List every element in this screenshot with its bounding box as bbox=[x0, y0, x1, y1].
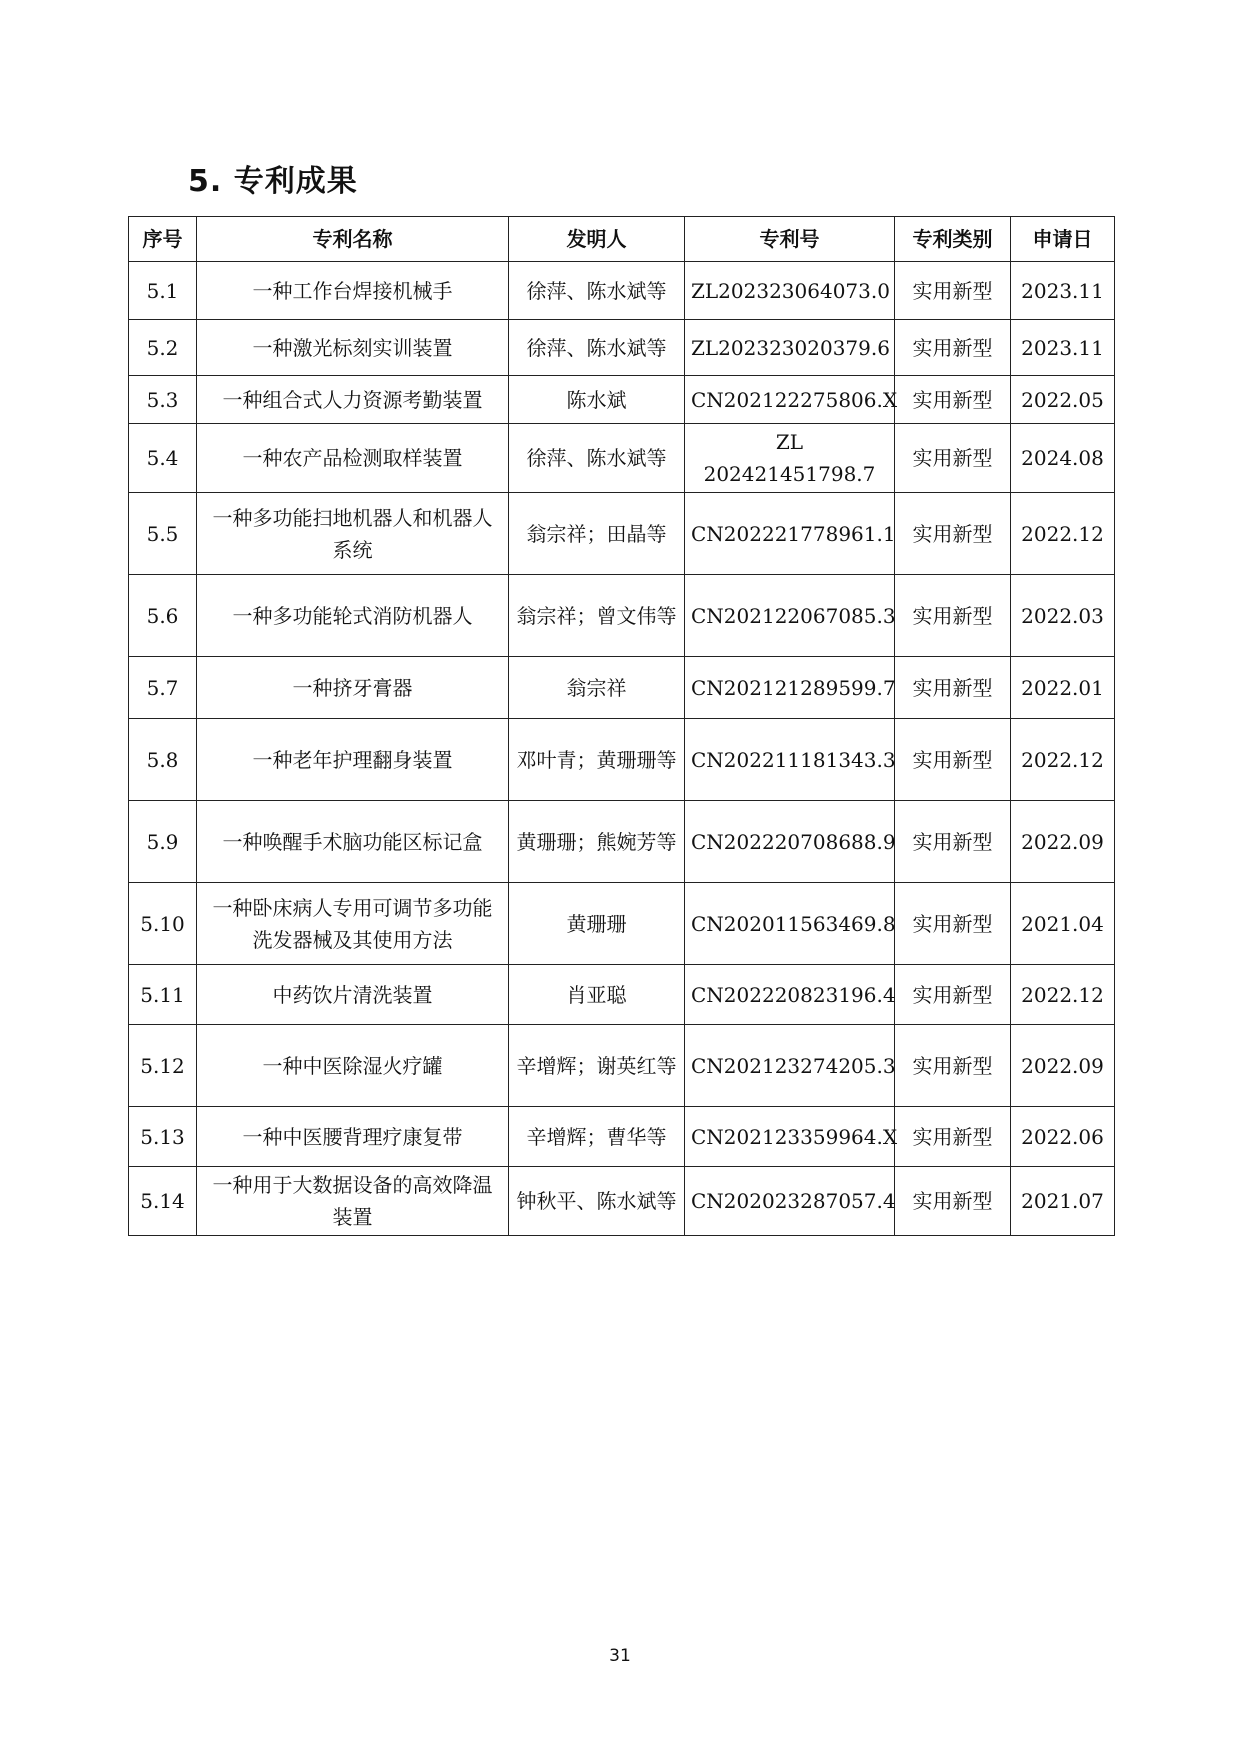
cell-name: 一种唤醒手术脑功能区标记盒 bbox=[197, 801, 509, 883]
cell-category: 实用新型 bbox=[895, 965, 1011, 1025]
cell-category: 实用新型 bbox=[895, 883, 1011, 965]
table-row bbox=[129, 1107, 1115, 1167]
cell-date: 2024.08 bbox=[1011, 424, 1115, 493]
cell-date: 2022.09 bbox=[1011, 1025, 1115, 1107]
cell-seq: 5.8 bbox=[129, 719, 197, 801]
cell-date: 2022.06 bbox=[1011, 1107, 1115, 1167]
cell-name: 一种工作台焊接机械手 bbox=[197, 262, 509, 320]
cell-date: 2022.12 bbox=[1011, 493, 1115, 575]
cell-name: 一种组合式人力资源考勤装置 bbox=[197, 376, 509, 424]
cell-patent-no: CN202011563469.8 bbox=[685, 883, 895, 965]
cell-category: 实用新型 bbox=[895, 376, 1011, 424]
cell-patent-no: CN202123274205.3 bbox=[685, 1025, 895, 1107]
table-row bbox=[129, 1167, 1115, 1236]
cell-name: 一种农产品检测取样装置 bbox=[197, 424, 509, 493]
cell-patent-no: CN202122275806.X bbox=[685, 376, 895, 424]
cell-category: 实用新型 bbox=[895, 1167, 1011, 1236]
cell-date: 2023.11 bbox=[1011, 262, 1115, 320]
cell-date: 2021.04 bbox=[1011, 883, 1115, 965]
cell-seq: 5.5 bbox=[129, 493, 197, 575]
cell-date: 2022.05 bbox=[1011, 376, 1115, 424]
section-title: 5. 专利成果 bbox=[188, 164, 358, 199]
cell-patent-no: CN202023287057.4 bbox=[685, 1167, 895, 1236]
cell-patent-no: CN202122067085.3 bbox=[685, 575, 895, 657]
cell-date: 2022.03 bbox=[1011, 575, 1115, 657]
cell-inventors: 钟秋平、陈水斌等 bbox=[509, 1167, 685, 1236]
cell-patent-no: CN202123359964.X bbox=[685, 1107, 895, 1167]
table-row bbox=[129, 965, 1115, 1025]
cell-patent-no: CN202220708688.9 bbox=[685, 801, 895, 883]
cell-seq: 5.14 bbox=[129, 1167, 197, 1236]
table-row bbox=[129, 424, 1115, 493]
table-row bbox=[129, 376, 1115, 424]
cell-seq: 5.11 bbox=[129, 965, 197, 1025]
cell-inventors: 翁宗祥 bbox=[509, 657, 685, 719]
cell-category: 实用新型 bbox=[895, 1107, 1011, 1167]
cell-seq: 5.6 bbox=[129, 575, 197, 657]
cell-date: 2022.09 bbox=[1011, 801, 1115, 883]
cell-inventors: 徐萍、陈水斌等 bbox=[509, 320, 685, 376]
patent-table bbox=[128, 216, 1115, 1236]
cell-seq: 5.2 bbox=[129, 320, 197, 376]
table-row bbox=[129, 1025, 1115, 1107]
cell-category: 实用新型 bbox=[895, 320, 1011, 376]
table-row bbox=[129, 657, 1115, 719]
cell-name: 中药饮片清洗装置 bbox=[197, 965, 509, 1025]
cell-seq: 5.7 bbox=[129, 657, 197, 719]
cell-category: 实用新型 bbox=[895, 575, 1011, 657]
cell-inventors: 翁宗祥；曾文伟等 bbox=[509, 575, 685, 657]
cell-inventors: 辛增辉；谢英红等 bbox=[509, 1025, 685, 1107]
cell-seq: 5.3 bbox=[129, 376, 197, 424]
header-date: 申请日 bbox=[1011, 217, 1115, 262]
cell-name: 一种多功能轮式消防机器人 bbox=[197, 575, 509, 657]
cell-name: 一种卧床病人专用可调节多功能洗发器械及其使用方法 bbox=[197, 883, 509, 965]
cell-seq: 5.1 bbox=[129, 262, 197, 320]
header-category: 专利类别 bbox=[895, 217, 1011, 262]
cell-patent-no: CN202220823196.4 bbox=[685, 965, 895, 1025]
header-inventors: 发明人 bbox=[509, 217, 685, 262]
cell-name: 一种多功能扫地机器人和机器人系统 bbox=[197, 493, 509, 575]
cell-date: 2022.12 bbox=[1011, 965, 1115, 1025]
cell-seq: 5.13 bbox=[129, 1107, 197, 1167]
table-row bbox=[129, 575, 1115, 657]
cell-seq: 5.4 bbox=[129, 424, 197, 493]
cell-date: 2022.12 bbox=[1011, 719, 1115, 801]
table-row bbox=[129, 719, 1115, 801]
cell-name: 一种中医腰背理疗康复带 bbox=[197, 1107, 509, 1167]
cell-inventors: 翁宗祥；田晶等 bbox=[509, 493, 685, 575]
page-number: 31 bbox=[609, 1646, 631, 1666]
cell-date: 2022.01 bbox=[1011, 657, 1115, 719]
cell-category: 实用新型 bbox=[895, 1025, 1011, 1107]
cell-name: 一种老年护理翻身装置 bbox=[197, 719, 509, 801]
cell-inventors: 徐萍、陈水斌等 bbox=[509, 424, 685, 493]
cell-category: 实用新型 bbox=[895, 801, 1011, 883]
cell-inventors: 黄珊珊 bbox=[509, 883, 685, 965]
cell-date: 2023.11 bbox=[1011, 320, 1115, 376]
cell-inventors: 肖亚聪 bbox=[509, 965, 685, 1025]
cell-inventors: 辛增辉；曹华等 bbox=[509, 1107, 685, 1167]
cell-name: 一种激光标刻实训装置 bbox=[197, 320, 509, 376]
cell-patent-no: ZL 202421451798.7 bbox=[685, 424, 895, 493]
table-row bbox=[129, 801, 1115, 883]
cell-patent-no: CN202121289599.7 bbox=[685, 657, 895, 719]
cell-inventors: 陈水斌 bbox=[509, 376, 685, 424]
cell-patent-no: ZL202323064073.0 bbox=[685, 262, 895, 320]
header-seq: 序号 bbox=[129, 217, 197, 262]
header-patent-no: 专利号 bbox=[685, 217, 895, 262]
cell-patent-no: CN202211181343.3 bbox=[685, 719, 895, 801]
cell-name: 一种挤牙膏器 bbox=[197, 657, 509, 719]
cell-seq: 5.12 bbox=[129, 1025, 197, 1107]
table-header-row bbox=[129, 217, 1115, 262]
cell-seq: 5.9 bbox=[129, 801, 197, 883]
cell-name: 一种用于大数据设备的高效降温装置 bbox=[197, 1167, 509, 1236]
cell-date: 2021.07 bbox=[1011, 1167, 1115, 1236]
cell-name: 一种中医除湿火疗罐 bbox=[197, 1025, 509, 1107]
cell-seq: 5.10 bbox=[129, 883, 197, 965]
cell-patent-no: CN202221778961.1 bbox=[685, 493, 895, 575]
table-row bbox=[129, 883, 1115, 965]
cell-inventors: 邓叶青；黄珊珊等 bbox=[509, 719, 685, 801]
cell-patent-no: ZL202323020379.6 bbox=[685, 320, 895, 376]
cell-category: 实用新型 bbox=[895, 657, 1011, 719]
cell-category: 实用新型 bbox=[895, 262, 1011, 320]
cell-inventors: 黄珊珊；熊婉芳等 bbox=[509, 801, 685, 883]
cell-inventors: 徐萍、陈水斌等 bbox=[509, 262, 685, 320]
cell-category: 实用新型 bbox=[895, 493, 1011, 575]
table-row bbox=[129, 320, 1115, 376]
cell-category: 实用新型 bbox=[895, 719, 1011, 801]
table-row bbox=[129, 262, 1115, 320]
cell-category: 实用新型 bbox=[895, 424, 1011, 493]
header-name: 专利名称 bbox=[197, 217, 509, 262]
table-row bbox=[129, 493, 1115, 575]
